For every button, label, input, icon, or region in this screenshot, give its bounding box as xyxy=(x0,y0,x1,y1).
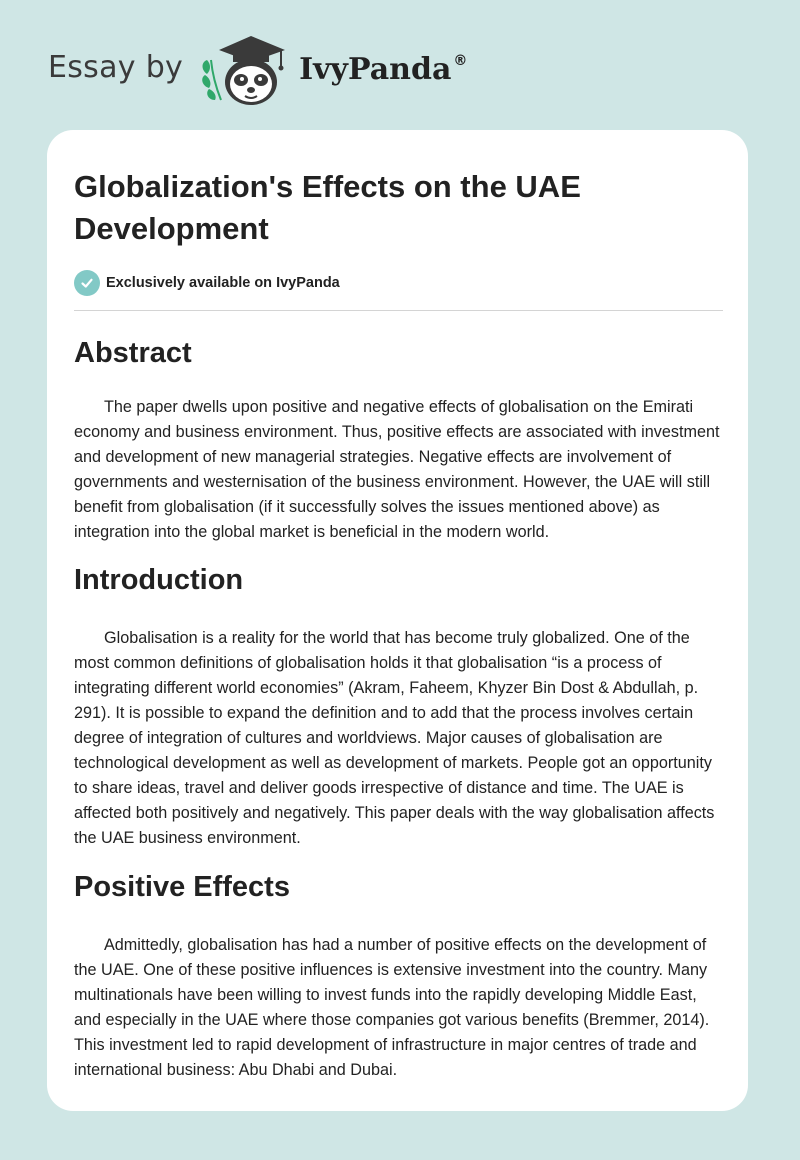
essay-by-label: Essay by xyxy=(48,49,184,85)
exclusive-badge xyxy=(74,270,722,296)
section-heading: Positive Effects xyxy=(74,871,290,903)
section-paragraph: Globalisation is a reality for the world that has become truly globalized. One of the most common definitions of globalisation holds it that globalisation “is a process of integrating different world economies” (Akram, Faheem, Khyzer Bin Dost & Abdullah, p. 291). It is possible to expand the definition and to add that the process involves certain degree of integration of cultures and worldviews. Major causes of globalisation are technological development as well as development of markets. People got an opportunity to share ideas, travel and deliver goods irrespective of distance and time. The UAE is affected both positively and negatively. This paper deals with the way globalisation affects the UAE business environment. xyxy=(74,629,715,847)
section-paragraph: Admittedly, globalisation has had a number of positive effects on the development of the UAE. One of these positive influences is extensive investment into the country. Many multinationals have been willing to invest funds into the rapidly developing Middle East, and especially in the UAE where those companies got various benefits (Bremmer, 2014). This investment led to rapid development of infrastructure in major centres of trade and international business: Abu Dhabi and Dubai. xyxy=(74,936,710,1079)
ivypanda-logo-icon[interactable] xyxy=(197,30,293,110)
divider xyxy=(74,310,723,311)
registered-mark: ® xyxy=(453,52,468,69)
section-paragraph: The paper dwells upon positive and negative effects of globalisation on the Emirati economy and business environment. Thus, positive effects are associated with investment and development of new managerial strategies. Negative effects are involvement of governments and westernisation of the business environment. However, the UAE will still benefit from globalisation (if it successfully solves the issues mentioned above) as integration into the global market is beneficial in the modern world. xyxy=(74,398,720,541)
section-introduction xyxy=(74,562,722,851)
page-title: Globalization's Effects on the UAE Development xyxy=(74,169,581,246)
section-heading: Introduction xyxy=(74,564,244,596)
exclusive-badge-text: Exclusively available on IvyPanda xyxy=(106,275,340,291)
section-positive-effects xyxy=(74,869,722,1083)
check-icon xyxy=(74,270,100,296)
ivypanda-brand-name[interactable]: IvyPanda ® xyxy=(299,51,468,87)
section-heading: Abstract xyxy=(74,337,192,369)
site-header xyxy=(48,30,748,110)
section-abstract xyxy=(74,335,722,545)
essay-card xyxy=(47,130,748,1111)
